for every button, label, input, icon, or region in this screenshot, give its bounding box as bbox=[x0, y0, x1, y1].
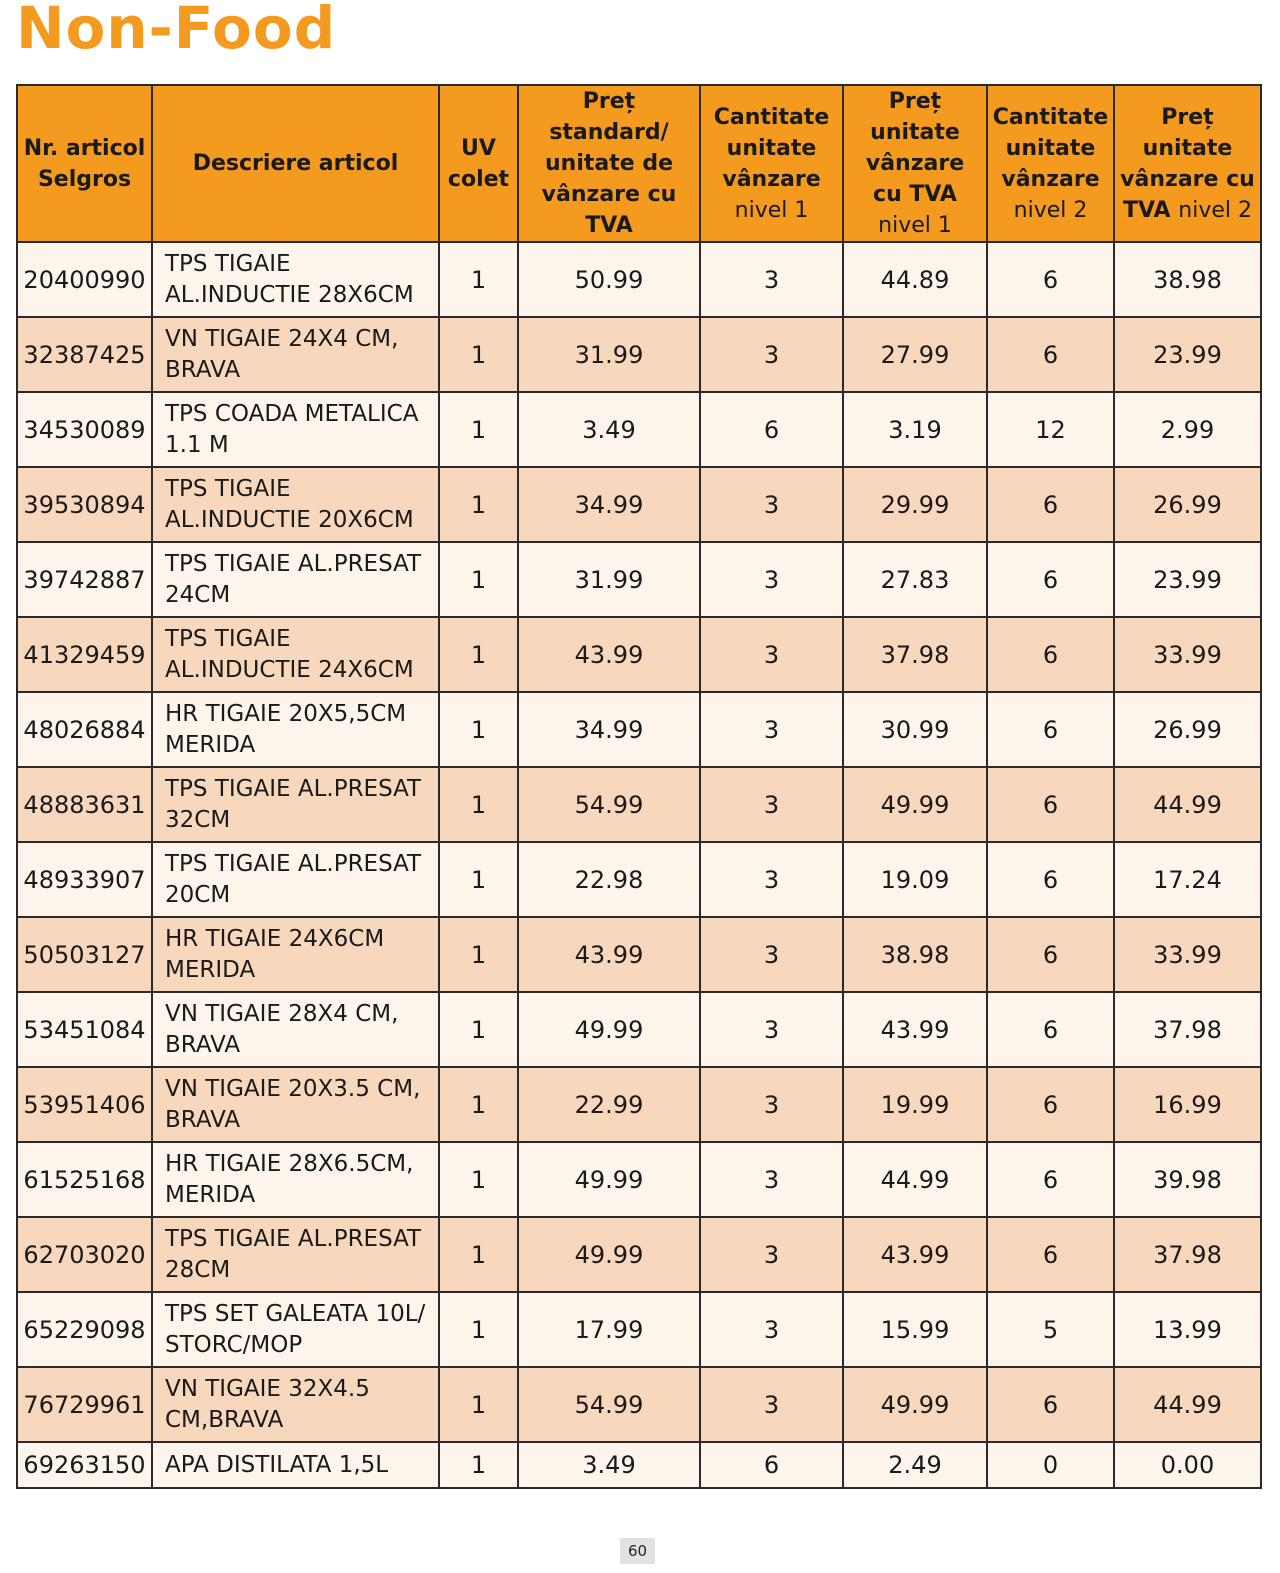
cell-pret-standard: 54.99 bbox=[518, 1367, 700, 1442]
cell-cantitate-nivel-2: 6 bbox=[987, 992, 1114, 1067]
price-table bbox=[16, 84, 1262, 1489]
cell-nr-articol: 76729961 bbox=[17, 1367, 152, 1442]
cell-cantitate-nivel-1: 3 bbox=[700, 692, 843, 767]
cell-pret-nivel-1: 27.99 bbox=[843, 317, 987, 392]
cell-uv-colet: 1 bbox=[439, 692, 518, 767]
cell-uv-colet: 1 bbox=[439, 1442, 518, 1488]
cell-pret-standard: 49.99 bbox=[518, 992, 700, 1067]
cell-pret-standard: 22.99 bbox=[518, 1067, 700, 1142]
table-row bbox=[17, 767, 1261, 842]
cell-uv-colet: 1 bbox=[439, 1142, 518, 1217]
cell-descriere: TPS TIGAIE AL.PRESAT 32CM bbox=[152, 767, 439, 842]
table-row bbox=[17, 317, 1261, 392]
table-row bbox=[17, 1367, 1261, 1442]
cell-descriere: TPS TIGAIE AL.INDUCTIE 24X6CM bbox=[152, 617, 439, 692]
page-title: Non-Food bbox=[16, 0, 337, 62]
cell-cantitate-nivel-2: 6 bbox=[987, 917, 1114, 992]
cell-cantitate-nivel-2: 6 bbox=[987, 467, 1114, 542]
cell-pret-standard: 49.99 bbox=[518, 1142, 700, 1217]
cell-uv-colet: 1 bbox=[439, 1292, 518, 1367]
cell-pret-nivel-2: 37.98 bbox=[1114, 992, 1261, 1067]
cell-descriere: VN TIGAIE 28X4 CM, BRAVA bbox=[152, 992, 439, 1067]
cell-pret-standard: 34.99 bbox=[518, 692, 700, 767]
cell-nr-articol: 69263150 bbox=[17, 1442, 152, 1488]
cell-descriere: TPS TIGAIE AL.INDUCTIE 20X6CM bbox=[152, 467, 439, 542]
cell-pret-standard: 31.99 bbox=[518, 317, 700, 392]
table-row bbox=[17, 1292, 1261, 1367]
cell-nr-articol: 48933907 bbox=[17, 842, 152, 917]
cell-pret-nivel-2: 44.99 bbox=[1114, 1367, 1261, 1442]
cell-descriere: TPS TIGAIE AL.PRESAT 28CM bbox=[152, 1217, 439, 1292]
cell-cantitate-nivel-2: 6 bbox=[987, 542, 1114, 617]
cell-pret-standard: 3.49 bbox=[518, 1442, 700, 1488]
cell-pret-nivel-2: 26.99 bbox=[1114, 467, 1261, 542]
cell-nr-articol: 53451084 bbox=[17, 992, 152, 1067]
cell-nr-articol: 48883631 bbox=[17, 767, 152, 842]
cell-cantitate-nivel-1: 3 bbox=[700, 1142, 843, 1217]
cell-cantitate-nivel-1: 3 bbox=[700, 1292, 843, 1367]
cell-pret-standard: 31.99 bbox=[518, 542, 700, 617]
table-row bbox=[17, 842, 1261, 917]
cell-nr-articol: 20400990 bbox=[17, 242, 152, 317]
cell-pret-nivel-2: 16.99 bbox=[1114, 1067, 1261, 1142]
cell-cantitate-nivel-1: 3 bbox=[700, 242, 843, 317]
cell-uv-colet: 1 bbox=[439, 242, 518, 317]
cell-cantitate-nivel-1: 6 bbox=[700, 392, 843, 467]
cell-cantitate-nivel-1: 3 bbox=[700, 467, 843, 542]
cell-pret-nivel-1: 43.99 bbox=[843, 992, 987, 1067]
cell-pret-nivel-1: 19.09 bbox=[843, 842, 987, 917]
cell-pret-nivel-2: 33.99 bbox=[1114, 617, 1261, 692]
table-row bbox=[17, 467, 1261, 542]
cell-pret-nivel-1: 43.99 bbox=[843, 1217, 987, 1292]
cell-pret-standard: 50.99 bbox=[518, 242, 700, 317]
cell-pret-nivel-1: 49.99 bbox=[843, 1367, 987, 1442]
header-uv-colet: UV colet bbox=[439, 85, 518, 242]
cell-nr-articol: 53951406 bbox=[17, 1067, 152, 1142]
cell-cantitate-nivel-1: 3 bbox=[700, 617, 843, 692]
cell-pret-standard: 54.99 bbox=[518, 767, 700, 842]
cell-pret-standard: 49.99 bbox=[518, 1217, 700, 1292]
cell-pret-nivel-2: 13.99 bbox=[1114, 1292, 1261, 1367]
table-row bbox=[17, 242, 1261, 317]
table-row bbox=[17, 542, 1261, 617]
cell-pret-nivel-2: 17.24 bbox=[1114, 842, 1261, 917]
cell-pret-standard: 34.99 bbox=[518, 467, 700, 542]
cell-descriere: TPS TIGAIE AL.PRESAT 24CM bbox=[152, 542, 439, 617]
header-nr-articol: Nr. articol Selgros bbox=[17, 85, 152, 242]
cell-pret-nivel-1: 15.99 bbox=[843, 1292, 987, 1367]
cell-pret-nivel-2: 38.98 bbox=[1114, 242, 1261, 317]
cell-pret-nivel-1: 30.99 bbox=[843, 692, 987, 767]
header-pret-nivel-1: Preț unitate vânzare cu TVA nivel 1 bbox=[843, 85, 987, 242]
cell-cantitate-nivel-1: 3 bbox=[700, 1367, 843, 1442]
cell-nr-articol: 41329459 bbox=[17, 617, 152, 692]
header-descriere: Descriere articol bbox=[152, 85, 439, 242]
cell-uv-colet: 1 bbox=[439, 1367, 518, 1442]
cell-pret-standard: 17.99 bbox=[518, 1292, 700, 1367]
cell-pret-nivel-1: 2.49 bbox=[843, 1442, 987, 1488]
cell-cantitate-nivel-1: 3 bbox=[700, 842, 843, 917]
cell-uv-colet: 1 bbox=[439, 842, 518, 917]
cell-pret-nivel-1: 38.98 bbox=[843, 917, 987, 992]
table-row bbox=[17, 1442, 1261, 1488]
cell-cantitate-nivel-2: 6 bbox=[987, 842, 1114, 917]
cell-cantitate-nivel-1: 3 bbox=[700, 767, 843, 842]
table-row bbox=[17, 992, 1261, 1067]
table-row bbox=[17, 1142, 1261, 1217]
cell-nr-articol: 32387425 bbox=[17, 317, 152, 392]
cell-pret-nivel-2: 33.99 bbox=[1114, 917, 1261, 992]
cell-pret-nivel-1: 49.99 bbox=[843, 767, 987, 842]
cell-cantitate-nivel-1: 3 bbox=[700, 542, 843, 617]
cell-cantitate-nivel-2: 6 bbox=[987, 317, 1114, 392]
table-row bbox=[17, 692, 1261, 767]
header-pret-standard: Preț standard/ unitate de vânzare cu TVA bbox=[518, 85, 700, 242]
header-cantitate-nivel-1: Cantitate unitate vânzare nivel 1 bbox=[700, 85, 843, 242]
cell-cantitate-nivel-1: 3 bbox=[700, 917, 843, 992]
cell-pret-nivel-1: 19.99 bbox=[843, 1067, 987, 1142]
cell-descriere: VN TIGAIE 20X3.5 CM, BRAVA bbox=[152, 1067, 439, 1142]
cell-nr-articol: 48026884 bbox=[17, 692, 152, 767]
cell-pret-nivel-1: 37.98 bbox=[843, 617, 987, 692]
cell-uv-colet: 1 bbox=[439, 392, 518, 467]
cell-descriere: TPS COADA METALICA 1.1 M bbox=[152, 392, 439, 467]
cell-nr-articol: 62703020 bbox=[17, 1217, 152, 1292]
cell-uv-colet: 1 bbox=[439, 917, 518, 992]
cell-pret-standard: 22.98 bbox=[518, 842, 700, 917]
cell-cantitate-nivel-2: 0 bbox=[987, 1442, 1114, 1488]
cell-pret-nivel-1: 44.99 bbox=[843, 1142, 987, 1217]
cell-pret-standard: 3.49 bbox=[518, 392, 700, 467]
cell-uv-colet: 1 bbox=[439, 1067, 518, 1142]
cell-nr-articol: 50503127 bbox=[17, 917, 152, 992]
table-row bbox=[17, 617, 1261, 692]
cell-cantitate-nivel-1: 3 bbox=[700, 992, 843, 1067]
cell-pret-standard: 43.99 bbox=[518, 617, 700, 692]
cell-descriere: TPS TIGAIE AL.PRESAT 20CM bbox=[152, 842, 439, 917]
cell-uv-colet: 1 bbox=[439, 1217, 518, 1292]
cell-uv-colet: 1 bbox=[439, 767, 518, 842]
cell-cantitate-nivel-2: 6 bbox=[987, 1367, 1114, 1442]
cell-pret-nivel-1: 27.83 bbox=[843, 542, 987, 617]
cell-cantitate-nivel-2: 6 bbox=[987, 692, 1114, 767]
cell-uv-colet: 1 bbox=[439, 542, 518, 617]
cell-uv-colet: 1 bbox=[439, 317, 518, 392]
cell-pret-nivel-2: 23.99 bbox=[1114, 317, 1261, 392]
cell-descriere: VN TIGAIE 24X4 CM, BRAVA bbox=[152, 317, 439, 392]
cell-descriere: HR TIGAIE 20X5,5CM MERIDA bbox=[152, 692, 439, 767]
cell-descriere: TPS TIGAIE AL.INDUCTIE 28X6CM bbox=[152, 242, 439, 317]
cell-descriere: TPS SET GALEATA 10L/ STORC/MOP bbox=[152, 1292, 439, 1367]
cell-cantitate-nivel-1: 3 bbox=[700, 317, 843, 392]
cell-cantitate-nivel-1: 3 bbox=[700, 1217, 843, 1292]
cell-nr-articol: 39742887 bbox=[17, 542, 152, 617]
header-pret-nivel-2: Preț unitate vânzare cu TVA nivel 2 bbox=[1114, 85, 1261, 242]
cell-descriere: APA DISTILATA 1,5L bbox=[152, 1442, 439, 1488]
cell-nr-articol: 61525168 bbox=[17, 1142, 152, 1217]
cell-cantitate-nivel-2: 6 bbox=[987, 767, 1114, 842]
cell-pret-nivel-2: 0.00 bbox=[1114, 1442, 1261, 1488]
cell-cantitate-nivel-2: 6 bbox=[987, 1217, 1114, 1292]
cell-uv-colet: 1 bbox=[439, 992, 518, 1067]
cell-nr-articol: 65229098 bbox=[17, 1292, 152, 1367]
cell-cantitate-nivel-2: 5 bbox=[987, 1292, 1114, 1367]
cell-pret-nivel-2: 39.98 bbox=[1114, 1142, 1261, 1217]
cell-pret-nivel-1: 44.89 bbox=[843, 242, 987, 317]
table-row bbox=[17, 917, 1261, 992]
cell-cantitate-nivel-2: 12 bbox=[987, 392, 1114, 467]
cell-nr-articol: 34530089 bbox=[17, 392, 152, 467]
table-row bbox=[17, 1067, 1261, 1142]
table-row bbox=[17, 1217, 1261, 1292]
cell-pret-nivel-2: 23.99 bbox=[1114, 542, 1261, 617]
cell-pret-nivel-2: 37.98 bbox=[1114, 1217, 1261, 1292]
cell-descriere: HR TIGAIE 28X6.5CM, MERIDA bbox=[152, 1142, 439, 1217]
cell-nr-articol: 39530894 bbox=[17, 467, 152, 542]
cell-cantitate-nivel-1: 6 bbox=[700, 1442, 843, 1488]
cell-uv-colet: 1 bbox=[439, 467, 518, 542]
cell-descriere: VN TIGAIE 32X4.5 CM,BRAVA bbox=[152, 1367, 439, 1442]
table-row bbox=[17, 392, 1261, 467]
table-body bbox=[17, 242, 1261, 1488]
table-header-row bbox=[17, 85, 1261, 242]
cell-cantitate-nivel-2: 6 bbox=[987, 1067, 1114, 1142]
cell-uv-colet: 1 bbox=[439, 617, 518, 692]
cell-cantitate-nivel-2: 6 bbox=[987, 617, 1114, 692]
page-number: 60 bbox=[620, 1538, 655, 1564]
cell-cantitate-nivel-1: 3 bbox=[700, 1067, 843, 1142]
header-cantitate-nivel-2: Cantitate unitate vânzare nivel 2 bbox=[987, 85, 1114, 242]
cell-pret-standard: 43.99 bbox=[518, 917, 700, 992]
cell-pret-nivel-1: 3.19 bbox=[843, 392, 987, 467]
cell-pret-nivel-2: 2.99 bbox=[1114, 392, 1261, 467]
cell-pret-nivel-2: 44.99 bbox=[1114, 767, 1261, 842]
cell-cantitate-nivel-2: 6 bbox=[987, 1142, 1114, 1217]
cell-descriere: HR TIGAIE 24X6CM MERIDA bbox=[152, 917, 439, 992]
cell-pret-nivel-2: 26.99 bbox=[1114, 692, 1261, 767]
cell-pret-nivel-1: 29.99 bbox=[843, 467, 987, 542]
cell-cantitate-nivel-2: 6 bbox=[987, 242, 1114, 317]
